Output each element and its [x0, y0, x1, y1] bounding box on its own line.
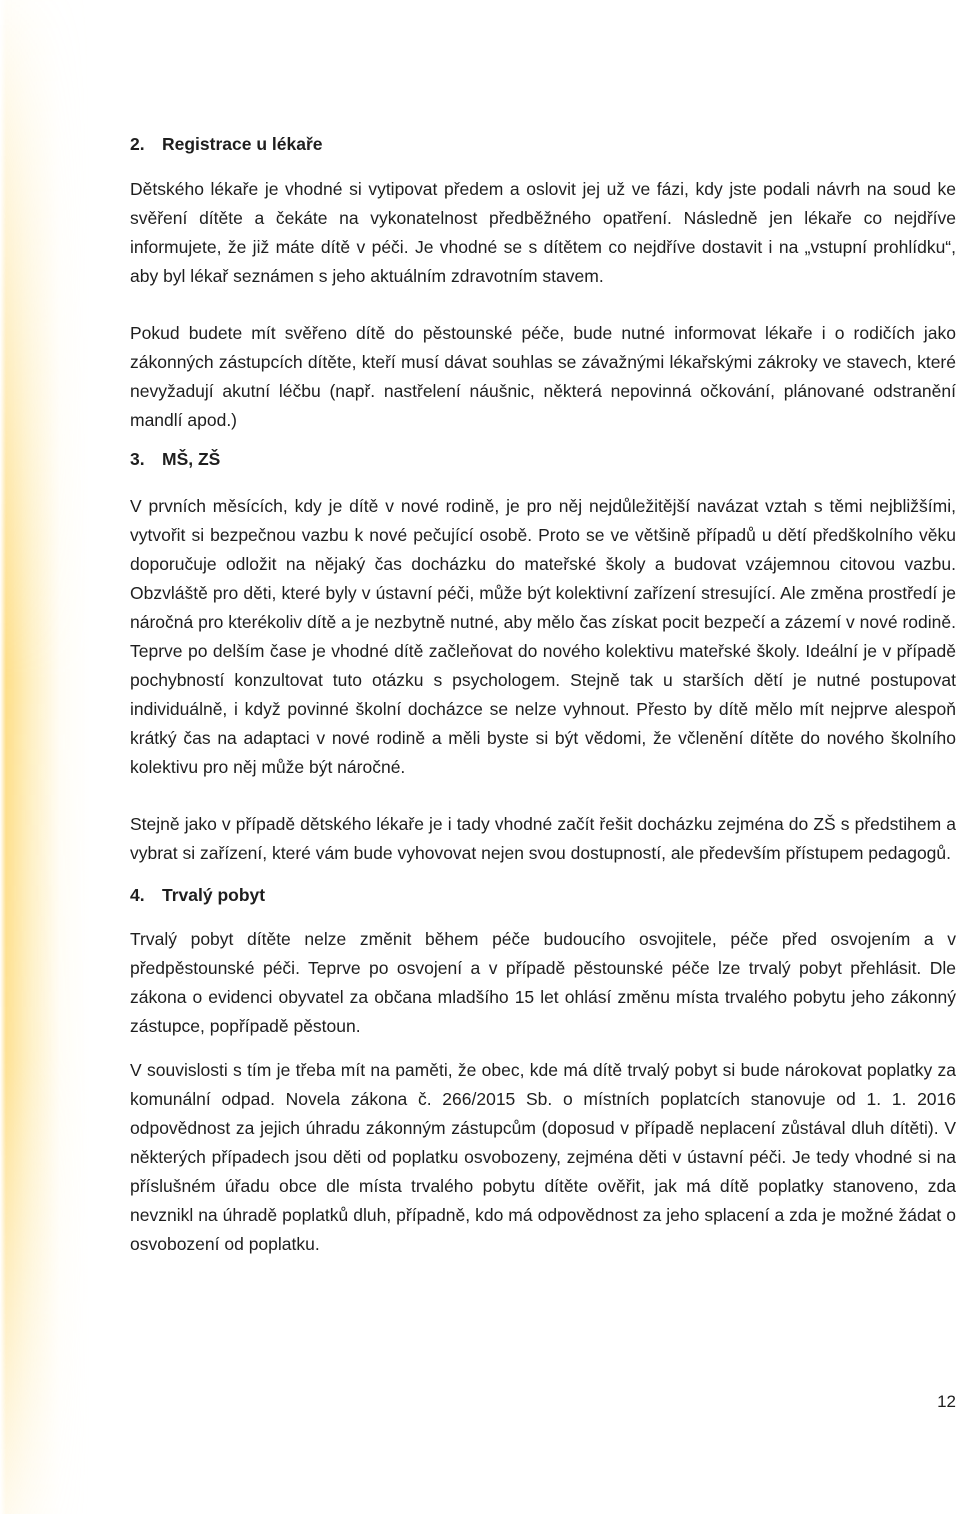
section-title: MŠ, ZŠ: [162, 449, 221, 469]
section-registrace-u-lekare: [130, 130, 956, 435]
paragraph: V prvních měsících, kdy je dítě v nové rodině, je pro něj nejdůležitější navázat vztah s těmi nejbližšími, vytvořit si bezpečnou vazbu k nové pečující osobě. Proto se ve většině případů u dětí předškolního věku doporučuje odložit na nějaký čas docházku do mateřské školy a budovat vzájemnou citovou vazbu. Obzvláště pro děti, které byly v ústavní péči, může být kolektivní zařízení stresující. Ale změna prostředí je náročná pro kterékoliv dítě a je nezbytně nutné, aby mělo čas získat pocit bezpečí a zázemí v nové rodině. Teprve po delším čase je vhodné dítě začleňovat do nového kolektivu mateřské školy. Ideální je v případě pochybností konzultovat tuto otázku s psychologem. Stejně tak u starších dětí je nutné postupovat individuálně, i když povinné školní docházce se nelze vyhnout. Přesto by dítě mělo mít nejprve alespoň krátký čas na adaptaci v nové rodině a měli byste si být vědomi, že včlenění dítěte do nového školního kolektivu pro něj může být náročné.: [130, 496, 956, 777]
document-body: [130, 130, 956, 1259]
paragraph: Dětského lékaře je vhodné si vytipovat předem a oslovit jej už ve fázi, kdy jste podali návrh na soud ke svěření dítěte a čekáte na vykonatelnost předběžného opatření. Následně jen lékaře co nejdříve informujete, že již máte dítě v péči. Je vhodné se s dítětem co nejdříve dostavit i na „vstupní prohlídku“, aby byl lékař seznámen s jeho aktuálním zdravotním stavem.: [130, 179, 956, 286]
page-number: 12: [937, 1392, 956, 1411]
page-edge-decoration: [0, 0, 90, 1514]
section-heading: [130, 881, 956, 910]
paragraph: Stejně jako v případě dětského lékaře je i tady vhodné začít řešit docházku zejména do ZŠ s předstihem a vybrat si zařízení, které vám bude vyhovovat nejen svou dostupností, ale především přístupem pedagogů.: [130, 814, 956, 863]
paragraph: Trvalý pobyt dítěte nelze změnit během péče budoucího osvojitele, péče před osvojením a v předpěstounské péči. Teprve po osvojení a v případě pěstounské péče lze trvalý pobyt přehlásit. Dle zákona o evidenci obyvatel za občana mladšího 15 let ohlásí změnu místa trvalého pobytu jeho zákonný zástupce, popřípadě pěstoun.: [130, 929, 956, 1036]
section-title: Trvalý pobyt: [162, 885, 266, 905]
section-number: 4.: [130, 885, 145, 905]
section-number: 3.: [130, 449, 145, 469]
paragraph: V souvislosti s tím je třeba mít na paměti, že obec, kde má dítě trvalý pobyt si bude nárokovat poplatky za komunální odpad. Novela zákona č. 266/2015 Sb. o místních poplatcích stanovuje od 1. 1. 2016 odpovědnost za jejich úhradu zákonným zástupcům (doposud v případě neplacení zůstával dluh dítěti). V některých případech jsou děti od poplatku osvobozeny, zejména děti v ústavní péči. Je tedy vhodné si na příslušném úřadu obce dle místa trvalého pobytu dítěte ověřit, jak má dítě poplatky stanoveno, zda nevznikl na úhradě poplatků dluh, případně, kdo má odpovědnost za jeho splacení a zda je možné žádat o osvobození od poplatku.: [130, 1060, 956, 1254]
paragraph: Pokud budete mít svěřeno dítě do pěstounské péče, bude nutné informovat lékaře i o rodičích jako zákonných zástupcích dítěte, kteří musí dávat souhlas se závažnými lékařskými zákroky ve stavech, které nevyžadují akutní léčbu (např. nastřelení náušnic, některá nepovinná očkování, plánované odstranění mandlí apod.): [130, 323, 956, 430]
section-trvaly-pobyt: [130, 881, 956, 1259]
section-number: 2.: [130, 134, 145, 154]
section-ms-zs: [130, 445, 956, 868]
section-heading: [130, 130, 956, 159]
section-title: Registrace u lékaře: [162, 134, 323, 154]
section-heading: [130, 445, 956, 474]
